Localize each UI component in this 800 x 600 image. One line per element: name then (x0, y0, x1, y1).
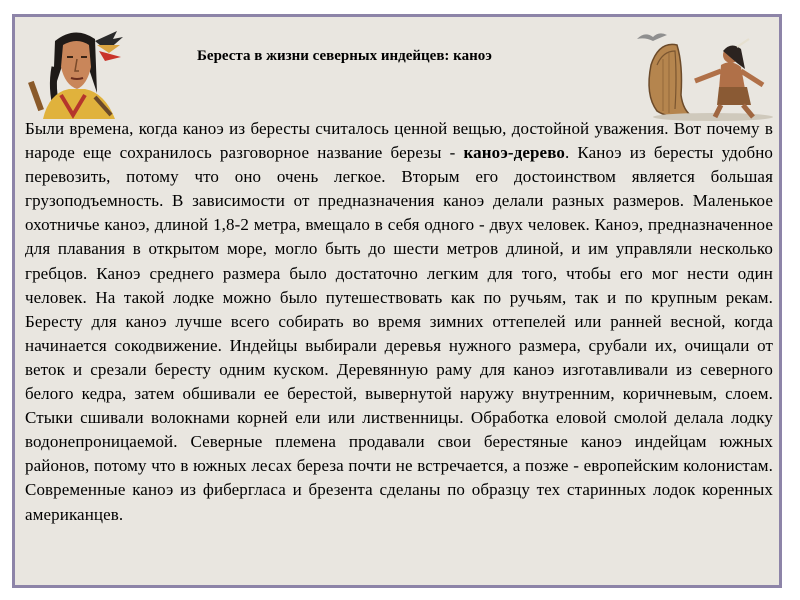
slide-title: Береста в жизни северных индейцев: каноэ (197, 48, 492, 64)
slide (12, 14, 782, 588)
body-text-bold-term: каноэ-дерево (463, 143, 565, 163)
body-text-part-2: . Каноэ из бересты удобно перевозить, потому что оно очень легкое. Вторым его достоинством является большая грузоподъемность. В зависимости от предназначения каноэ делали разных размеров. Маленькое охотничье каноэ, длиной 1,8-2 метра, вмещало в себя одного - двух человек. Каноэ, предназначенное для плавания в открытом море, могло быть до шести метров длиной, и им управляли несколько гребцов. Каноэ среднего размера было достаточно легким для того, чтобы его мог нести один человек. На такой лодке можно было путешествовать как по ручьям, так и по крупным рекам. Бересту для каноэ лучше всего собирать во время зимних оттепелей или ранней весной, когда начинается сокодвижение. Индейцы выбирали деревья нужного размера, срубали их, очищали от веток и срезали бересту одним куском. Деревянную раму для каноэ изготавливали из северного белого кедра, затем обшивали ее берестой, вывернутой наружу внутренним, коричневым, слоем. Стыки сшивали волокнами корней ели или лиственницы. Обработка еловой смолой делала лодку водонепроницаемой. Северные племена продавали свои берестяные каноэ индейцам южных районов, потому что в южных лесах береза почти не встречается, а позже - европейским колонистам. Современные каноэ из фибергласа и брезента сделаны по образцу тех старинных лодок коренных американцев. (25, 143, 773, 524)
man-with-birchbark-canoe-icon (623, 25, 773, 121)
body-text-part-1: Были времена, когда каноэ из бересты считалось ценной вещью, достойной уважения. Вот почему в народе еще сохранилось разговорное название березы - (25, 119, 773, 163)
body-paragraph (25, 117, 773, 527)
native-chief-portrait-icon (25, 23, 131, 119)
